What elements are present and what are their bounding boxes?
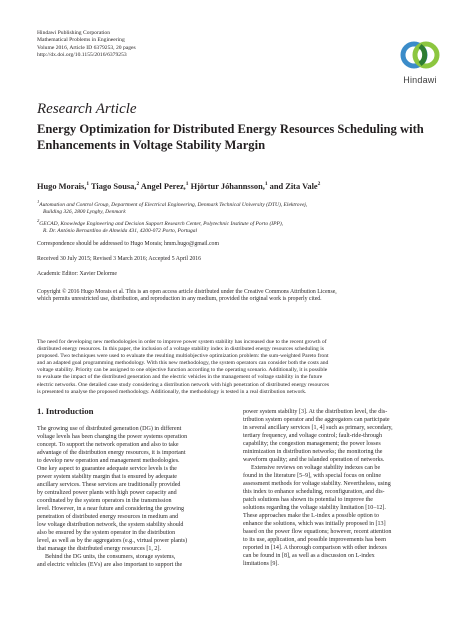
article-doi: http://dx.doi.org/10.1155/2016/6379253 [37, 52, 127, 59]
abstract-line: to evaluate the impact of the distributed generation and the electric vehicles in the management of voltage stability in the future [37, 374, 323, 381]
body-line: These approaches make the L-index a possible option to [243, 513, 380, 519]
body-line: also be ensured by the system operator in the distribution [37, 530, 176, 536]
academic-editor: Academic Editor: Xavier Delorme [37, 271, 117, 277]
section-heading: 1. Introduction [37, 406, 94, 416]
author-affiliation-mark: 1 [264, 181, 268, 187]
abstract-line: electric networks. One detailed case study considering a distribution network with high penetration of distributed energy resources [37, 381, 330, 388]
body-line: low voltage distribution network, the system stability should [37, 522, 184, 528]
left-column-text [37, 425, 235, 569]
author-affiliation-mark: 1 [185, 181, 189, 187]
body-line: level. However, in a near future and considering the growing [37, 506, 185, 512]
publication-info [37, 30, 136, 60]
body-line: to its use, application, and possible improvements has been [243, 537, 387, 543]
right-column-text [243, 408, 441, 568]
body-line: The growing use of distributed generation (DG) in different [37, 426, 182, 432]
body-line: minimization in distribution networks; the monitoring the [243, 449, 383, 455]
correspondence: Correspondence should be addressed to Hugo Morais; hmm.hugo@gmail.com [37, 241, 219, 247]
body-paragraph [243, 464, 441, 568]
body-line: reported in [14]. A thorough comparison with other indexes [243, 545, 387, 551]
author-name: Angel Perez, [140, 181, 186, 191]
hindawi-logo [395, 36, 445, 85]
body-line: level, as well as by the aggregators (e.g., virtual power plants) [37, 538, 188, 544]
body-line: patch solutions has shown its potential to improve the [243, 497, 373, 503]
affiliation [37, 198, 447, 216]
copyright-line: Copyright © 2016 Hugo Morais et al. This is an open access article distributed under the Creative Commons Attribution License, [37, 289, 337, 295]
body-line: ancillary services. These services are traditionally provided [37, 482, 181, 488]
affiliation-number: 1 [37, 199, 40, 204]
abstract [37, 339, 441, 396]
abstract-line: The need for developing new methodologies in order to improve power system stability has increased due to the recent growth of [37, 339, 327, 345]
body-line: limitations [9]. [243, 561, 279, 567]
affiliation-line: R. Dr. António Bernardino de Almeida 431, 4200-072 Porto, Portugal [43, 228, 198, 235]
body-line: penetration of distributed energy resources in medium and [37, 514, 179, 520]
body-line: capability; the congestion management; the power losses [243, 441, 381, 447]
body-line: in several ancillary services [1, 4] such as primary, secondary, [243, 425, 393, 431]
body-line: One key aspect to guarantee adequate service levels is the [37, 466, 177, 472]
body-line: this index to enhance scheduling, reconfiguration, and dis- [243, 489, 385, 495]
body-line: solutions regarding the voltage stability limitation [10–12]. [243, 505, 386, 511]
body-line: and electric vehicles (EVs) are also important to support the [37, 562, 183, 568]
left-column [37, 407, 235, 569]
body-line: enhance the solutions, which was initially proposed in [13] [243, 521, 386, 527]
affiliation-line: Automation and Control Group, Department of Electrical Engineering, Denmark Technical University (DTU), Elektrovej, [39, 201, 308, 208]
article-type: Research Article [37, 101, 137, 117]
article-citation: Volume 2016, Article ID 6379253, 20 pages [37, 44, 136, 51]
abstract-line: proposed. Two techniques were used to evaluate the resulting multiobjective optimization problem: the sum-weighted Pareto front [37, 353, 329, 360]
body-line: power system stability margin that is ensured by adequate [37, 474, 177, 480]
article-title: Energy Optimization for Distributed Energy Resources Scheduling with Enhancements in Voltage Stability Margin [37, 122, 424, 152]
body-line: can be found in [8], as well as a discussion on L-index [243, 553, 375, 559]
body-line: voltage levels has been changing the power systems operation [37, 434, 188, 440]
body-line: Extensive reviews on voltage stability indexes can be [251, 465, 381, 471]
body-line: concept. To support the network operation and also to take [37, 442, 179, 448]
body-line: that manage the distributed energy resources [1, 2]. [37, 546, 161, 552]
journal-name: Mathematical Problems in Engineering [37, 37, 125, 44]
right-column [243, 408, 441, 568]
author-affiliation-mark: 1 [86, 181, 90, 187]
body-line: to develop new operation and management methodologies. [37, 458, 180, 464]
abstract-line: voltage stability. Priority can be assigned to one objective function according to the operating scenario. Additionally, it is possible [37, 367, 328, 374]
body-line: tribution system operator and the aggregators can participate [243, 417, 390, 423]
body-paragraph [37, 553, 235, 569]
article-dates: Received 30 July 2015; Revised 3 March 2016; Accepted 5 April 2016 [37, 256, 202, 262]
body-paragraph [37, 425, 235, 553]
body-line: found in the literature [5–9], with special focus on online [243, 473, 382, 479]
body-line: coordinated by the system operators in the transmission [37, 498, 172, 504]
body-line: based on the power flow equations; however, recent attention [243, 529, 392, 535]
author-name: Tiago Sousa, [90, 181, 137, 191]
affiliation-list [37, 198, 447, 236]
copyright-notice [37, 289, 447, 303]
affiliation-line: Building 326, 2800 Lyngby, Denmark [43, 209, 126, 216]
hindawi-logo-icon [398, 36, 442, 74]
author-name: and Zita Vale [269, 181, 318, 191]
publisher-name: Hindawi Publishing Corporation [37, 30, 111, 36]
abstract-line: is presented to analyse the proposed methodology. Additionally, the methodology is tested in a real distribution network. [37, 388, 307, 395]
body-line: waveform quality; and the islanded operation of networks. [243, 457, 385, 463]
affiliation [37, 217, 447, 235]
author-affiliation-mark: 2 [136, 181, 140, 187]
author-affiliation-mark: 2 [317, 181, 321, 187]
author-name: Hjörtur Jóhannsson, [190, 181, 265, 191]
abstract-line: and an adapted goal programming methodology. With this new methodology, the system operators can consider both the costs and [37, 360, 329, 367]
author-name: Hugo Morais, [37, 181, 87, 191]
body-paragraph [243, 408, 441, 464]
body-line: assessment methods for voltage stability. Nevertheless, using [243, 481, 391, 487]
body-line: Behind the DG units, the consumers, storage systems, [45, 554, 176, 560]
body-line: tertiary frequency, and voltage control; fault-ride-through [243, 433, 382, 439]
affiliation-number: 2 [37, 218, 40, 224]
affiliation-line: GECAD, Knowledge Engineering and Decision Support Research Center, Polytechnic Institute of Porto (IPP), [39, 221, 284, 228]
copyright-line: which permits unrestricted use, distribution, and reproduction in any medium, provided the original work is properly cited. [37, 296, 322, 303]
abstract-line: distributed energy resources. In this paper, the inclusion of a voltage stability index in distributed energy resources scheduling is [37, 346, 324, 353]
body-line: power system stability [3]. At the distribution level, the dis- [243, 409, 388, 415]
hindawi-wordmark: Hindawi [403, 75, 437, 85]
body-line: by centralized power plants with high power capacity and [37, 490, 177, 496]
author-list [37, 181, 320, 191]
body-line: advantage of the distribution energy resources, it is important [37, 450, 186, 456]
